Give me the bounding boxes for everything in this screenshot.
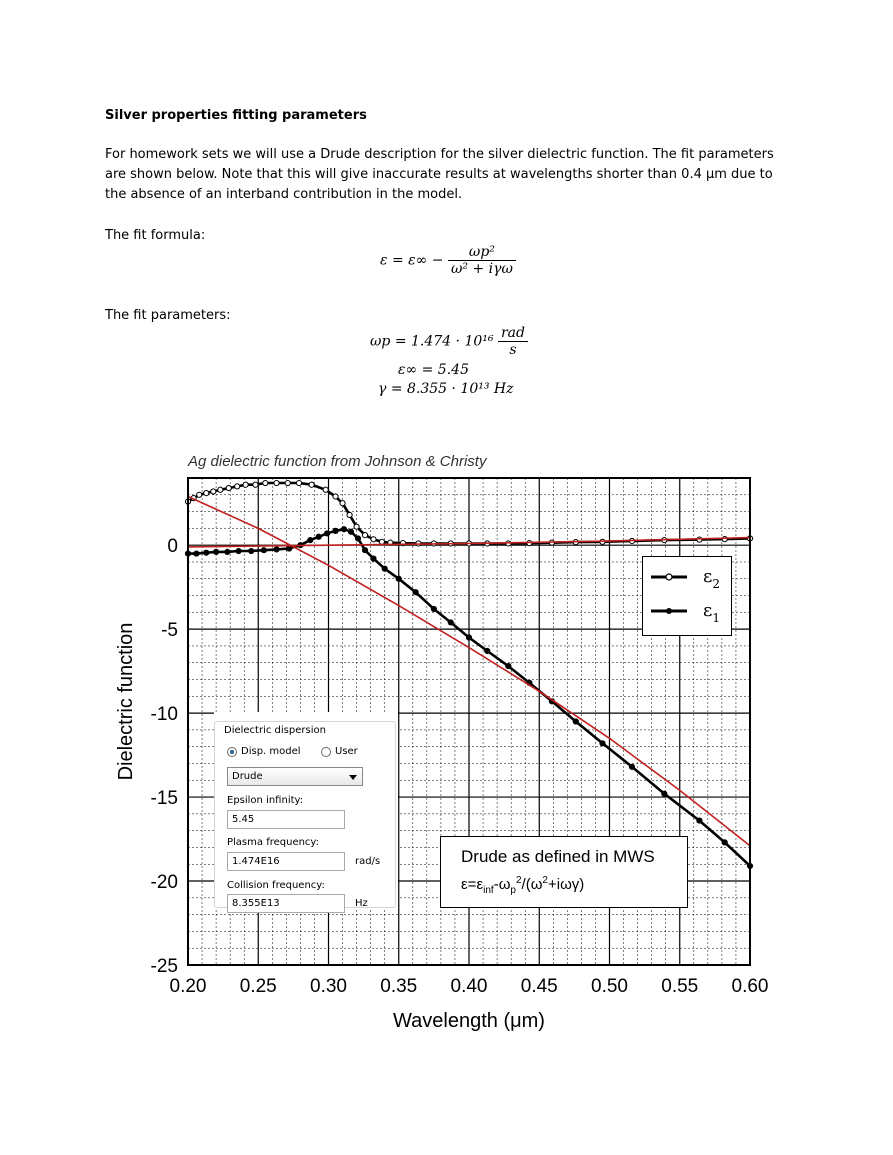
radio-user[interactable]	[321, 746, 358, 757]
data-point-series-1	[341, 527, 346, 532]
data-point-series-1	[629, 764, 634, 769]
data-point-series-0	[263, 480, 268, 485]
plasma-label: Plasma frequency:	[227, 837, 319, 848]
dielectric-dispersion-panel	[214, 712, 398, 910]
param-wp-lhs: ωp = 1.474 · 10¹⁶	[370, 333, 494, 350]
data-point-series-0	[243, 482, 248, 487]
group-title: Dielectric dispersion	[221, 725, 329, 736]
x-tick-label: 0.30	[310, 976, 347, 997]
data-point-series-1	[396, 576, 401, 581]
param-wp-unit-num: rad	[498, 325, 528, 342]
data-point-series-1	[382, 566, 387, 571]
data-point-series-1	[448, 620, 453, 625]
y-tick-label: -10	[150, 704, 178, 726]
eps-input[interactable]: 5.45	[227, 810, 345, 829]
data-point-series-0	[253, 482, 258, 487]
data-point-series-0	[204, 491, 209, 496]
data-point-series-1	[431, 606, 436, 611]
plasma-unit: rad/s	[355, 856, 381, 867]
data-point-series-0	[235, 484, 240, 489]
data-point-series-1	[362, 548, 367, 553]
data-point-series-1	[662, 791, 667, 796]
model-select[interactable]	[227, 767, 363, 786]
data-point-series-1	[204, 550, 209, 555]
radio-disp-model[interactable]	[227, 746, 301, 757]
data-point-series-1	[573, 719, 578, 724]
mws-formula: $\varepsilon=\varepsilon_{inf}-\omega_p^2/(\omega^2+i\omega\gamma)$	[461, 875, 585, 896]
y-axis-label: Dielectric function	[115, 622, 137, 781]
legend-label-eps2: $\varepsilon_2$	[703, 566, 720, 591]
eps-label: Epsilon infinity:	[227, 795, 304, 806]
dielectric-chart	[100, 440, 790, 1032]
collision-label: Collision frequency:	[227, 880, 325, 891]
legend-marker-eps2	[666, 574, 672, 580]
chevron-down-icon[interactable]	[349, 775, 357, 780]
x-tick-label: 0.55	[661, 976, 699, 997]
formula-numerator: ωp²	[448, 244, 516, 261]
data-point-series-0	[274, 480, 279, 485]
data-point-series-1	[214, 549, 219, 554]
plasma-input[interactable]: 1.474E16	[227, 852, 345, 871]
data-point-series-1	[697, 818, 702, 823]
data-point-series-1	[333, 528, 338, 533]
chart-legend	[642, 556, 732, 636]
formula-denominator: ω² + iγω	[450, 261, 513, 277]
data-point-series-0	[323, 487, 328, 492]
data-point-series-0	[371, 537, 376, 542]
data-point-series-0	[226, 485, 231, 490]
legend-graphic	[643, 557, 731, 635]
data-point-series-0	[379, 539, 384, 544]
data-point-series-0	[197, 492, 202, 497]
data-point-series-0	[354, 524, 359, 529]
legend-marker-eps1	[666, 608, 672, 614]
fit-formula	[380, 244, 516, 277]
formula-label: The fit formula:	[105, 228, 206, 243]
dispersion-group	[214, 721, 396, 908]
data-point-series-1	[308, 538, 313, 543]
formula-fraction	[448, 244, 516, 277]
data-point-series-0	[285, 480, 290, 485]
y-tick-label: -20	[150, 872, 178, 894]
data-point-series-0	[340, 501, 345, 506]
collision-unit: Hz	[355, 898, 368, 909]
data-point-series-1	[324, 531, 329, 536]
param-plasma-frequency	[370, 325, 528, 358]
data-point-series-1	[287, 546, 292, 551]
page-heading: Silver properties fitting parameters	[105, 108, 367, 123]
mws-title: Drude as defined in MWS	[461, 847, 655, 866]
data-point-series-1	[371, 556, 376, 561]
param-wp-unit	[498, 325, 528, 358]
data-point-series-0	[211, 489, 216, 494]
legend-label-eps1: $\varepsilon_1$	[703, 600, 720, 625]
mws-definition-box	[440, 836, 688, 908]
data-point-series-1	[261, 548, 266, 553]
data-point-series-1	[316, 534, 321, 539]
data-point-series-0	[309, 482, 314, 487]
model-select-value: Drude	[232, 771, 263, 782]
x-tick-label: 0.45	[520, 976, 558, 997]
data-point-series-0	[296, 480, 301, 485]
data-point-series-1	[466, 635, 471, 640]
x-tick-label: 0.40	[450, 976, 488, 997]
data-point-series-1	[249, 548, 254, 553]
data-point-series-1	[236, 548, 241, 553]
param-gamma: γ = 8.355 · 10¹³ Hz	[378, 381, 514, 397]
radio-user-dot[interactable]	[321, 747, 331, 757]
x-tick-label: 0.20	[169, 976, 207, 997]
radio-user-label: User	[335, 746, 358, 757]
radio-disp-model-label: Disp. model	[241, 746, 301, 757]
data-point-series-0	[347, 512, 352, 517]
data-point-series-1	[722, 840, 727, 845]
data-point-series-1	[194, 551, 199, 556]
data-point-series-0	[218, 487, 223, 492]
data-point-series-1	[485, 648, 490, 653]
params-label: The fit parameters:	[105, 308, 231, 323]
x-tick-label: 0.35	[380, 976, 418, 997]
radio-disp-model-dot[interactable]	[227, 747, 237, 757]
data-point-series-1	[348, 529, 353, 534]
y-tick-label: -25	[150, 956, 178, 977]
data-point-series-0	[362, 532, 367, 537]
y-tick-label: -5	[161, 620, 178, 642]
data-point-series-1	[600, 741, 605, 746]
intro-paragraph: For homework sets we will use a Drude description for the silver dielectric function. The fit parameters are shown below. Note that this will give inaccurate results at wavelengths shorter than 0.4 μm due to the absence of an interband contribution in the model.	[105, 147, 774, 202]
y-tick-label: -15	[150, 788, 178, 810]
data-point-series-1	[355, 536, 360, 541]
y-tick-label: 0	[167, 536, 178, 558]
data-point-series-1	[274, 547, 279, 552]
x-axis-label: Wavelength (μm)	[393, 1010, 545, 1032]
data-point-series-1	[413, 590, 418, 595]
chart-title: Ag dielectric function from Johnson & Christy	[188, 453, 487, 470]
x-tick-label: 0.60	[731, 976, 769, 997]
data-point-series-0	[333, 494, 338, 499]
x-tick-label: 0.50	[591, 976, 628, 997]
data-point-series-1	[225, 549, 230, 554]
param-eps-inf: ε∞ = 5.45	[398, 362, 469, 378]
collision-input[interactable]: 8.355E13	[227, 894, 345, 913]
param-wp-unit-den: s	[509, 342, 517, 358]
x-tick-label: 0.25	[239, 976, 277, 997]
data-point-series-0	[722, 537, 727, 542]
data-point-series-1	[506, 663, 511, 668]
formula-lhs: ε = ε∞ −	[380, 252, 444, 269]
